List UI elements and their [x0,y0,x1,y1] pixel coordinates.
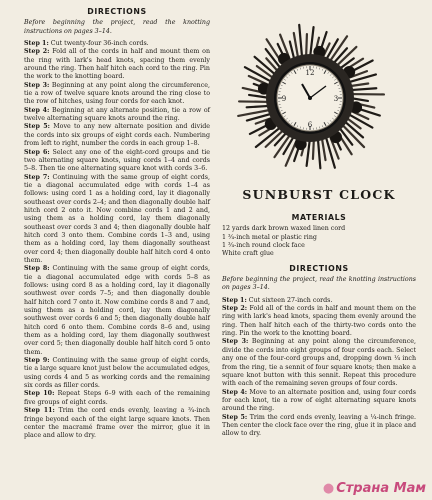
step-label: Step 4: [222,388,248,396]
step-text: Fold all of the cords in half and mount them on the ring with lark's head knots, spacing them evenly around the ring. Then half hitch each cord to the ring. Pin the work to the knotting board. [24,48,210,81]
intro-left: Before beginning the project, read the knotting instructions on pages 3–14. [24,19,210,35]
steps-left [24,40,210,441]
watermark-text: Страна Мам [336,481,426,496]
step-paragraph [24,107,210,124]
left-column [24,8,210,441]
step-label: Step 5: [24,123,50,131]
steps-right [222,297,416,439]
step-paragraph [24,82,210,107]
materials-heading: MATERIALS [291,213,347,222]
step-paragraph [24,265,210,357]
step-label: Step 8: [24,265,50,273]
step-text: Move to an alternate position and, using four cords for each knot, tie a row of eight alternating square knots around the ring. [222,388,416,413]
step-text: Beginning at any point along the circumference, tie a row of twelve square knots around the ring close to the row of hitches, using four cords for each knot. [24,81,210,106]
step-label: Step 1: [24,40,49,48]
step-text: Continuing with the same group of eight cords, tie a diagonal accumulated edge with cords 1–4 as follows: using cord 1 as a holding cord, lay it diagonally southeast over cords 2–4; and then diagonally double half hitch cord 2 onto it. Now combine cords 1 and 2 and, using them as a holding cord, lay them diagonally southeast over cords 3 and 4; then diagonally double half hitch cord 3 onto them. Combine cords 1–3 and, using them as a holding cord, lay them diagonally southeast over cord 4; then diagonally double half hitch cord 4 onto them. [24,173,210,264]
hand-pivot [308,96,312,100]
directions-heading-left: DIRECTIONS [87,7,147,16]
step-paragraph [24,40,210,48]
step-paragraph [222,338,416,388]
watermark-logo: ● Страна Мам [322,481,426,496]
material-item: 1 ¾-inch round clock face [222,242,305,250]
step-paragraph [222,305,416,338]
clock-photo [226,14,396,176]
step-label: Step 1: [222,296,247,304]
numeral-9: 9 [281,95,287,103]
step-text: Trim the cord ends evenly, leaving a ¼-inch fringe. Then center the clock face over the ring, glue it in place and allow to dry. [222,413,416,438]
step-paragraph [24,48,210,81]
numeral-6: 6 [307,121,313,129]
directions-heading-right: DIRECTIONS [289,263,349,273]
step-label: Step 7: [24,173,50,181]
step-text: Continuing with the same group of eight cords, tie a large square knot just below the accumulated edges, using cords 4 and 5 as working cords and the remaining six cords as filler cords. [24,357,210,390]
step-label: Step 6: [24,148,50,156]
project-title: SUNBURST CLOCK [242,187,396,202]
step-text: Select any one of the eight-cord groups and tie two alternating square knots, using cords 1–4 and cords 5–8. Then tie one alternating square knot with cords 3–6. [24,148,210,173]
step-paragraph [24,407,210,440]
right-column [222,214,416,439]
material-item: White craft glue [222,250,274,258]
intro-right: Before beginning the project, read the knotting instructions on pages 3–14. [222,276,416,292]
materials-list [222,225,416,258]
step-paragraph [222,297,416,305]
step-text: Move to any new alternate position and divide the cords into six groups of eight cords each. Numbering from left to right, number the cords in each group 1–8. [24,123,210,148]
step-paragraph [24,174,210,266]
numeral-12: 12 [305,69,315,77]
step-text: Beginning at any point along the circumference, divide the cords into eight groups of four cords each. Select any one of the four-cord groups and, dropping down ¼ inch from the ring, tie a sennit of four square knots; then make a square knot button with this sennit. Repeat this procedure with each of the remaining seven groups of four cords. [222,338,416,388]
step-paragraph [222,389,416,414]
numeral-3: 3 [333,95,339,103]
material-item: 1 ¾-inch metal or plastic ring [222,233,317,241]
step-label: Step 5: [222,413,248,421]
step-text: Cut twenty-four 36-inch cords. [50,40,149,48]
step-label: Step 10: [24,390,55,398]
step-paragraph [222,414,416,439]
material-item: 12 yards dark brown waxed linen cord [222,225,346,233]
step-label: Step 2: [24,48,50,56]
step-paragraph [24,123,210,148]
step-label: Step 11: [24,407,55,415]
step-text: Cut sixteen 27-inch cords. [248,296,333,304]
step-text: Continuing with the same group of eight cords, tie a diagonal accumulated edge with cords 5–8 as follows: using cord 8 as a holding cord, lay it diagonally southwest over cords 7–5; and then diagonally double half hitch cord 7 onto it. Now combine cords 8 and 7 and, using them as a holding cord, lay them diagonally southwest over cords 6 and 5; then diagonally double half hitch cord 6 onto them. Combine cords 8–6 and, using them as a holding cord, lay them diagonally southwest over cord 5; then diagonally double half hitch cord 5 onto them. [24,265,210,356]
step-paragraph [24,390,210,407]
step-label: Step 3: [222,338,249,346]
step-label: Step 9: [24,357,50,365]
step-text: Trim the cord ends evenly, leaving a ¾-inch fringe beyond each of the eight large square knots. Then center the macramé frame over the mirror, glue it in place and allow to dry. [24,407,210,440]
step-label: Step 2: [222,305,248,313]
step-label: Step 3: [24,81,50,89]
step-text: Beginning at any alternate position, tie a row of twelve alternating square knots around the ring. [24,106,210,123]
fringe-strand [239,101,270,102]
step-text: Repeat Steps 6–9 with each of the remaining five groups of eight cords. [24,390,210,406]
step-label: Step 4: [24,106,50,114]
step-paragraph [24,149,210,174]
step-paragraph [24,357,210,390]
step-text: Fold all of the cords in half and mount them on the ring with lark's head knots, spacing them evenly around the ring. Then half hitch each of the thirty-two cords onto the ring. Pin the work to the knotting board. [222,305,416,338]
